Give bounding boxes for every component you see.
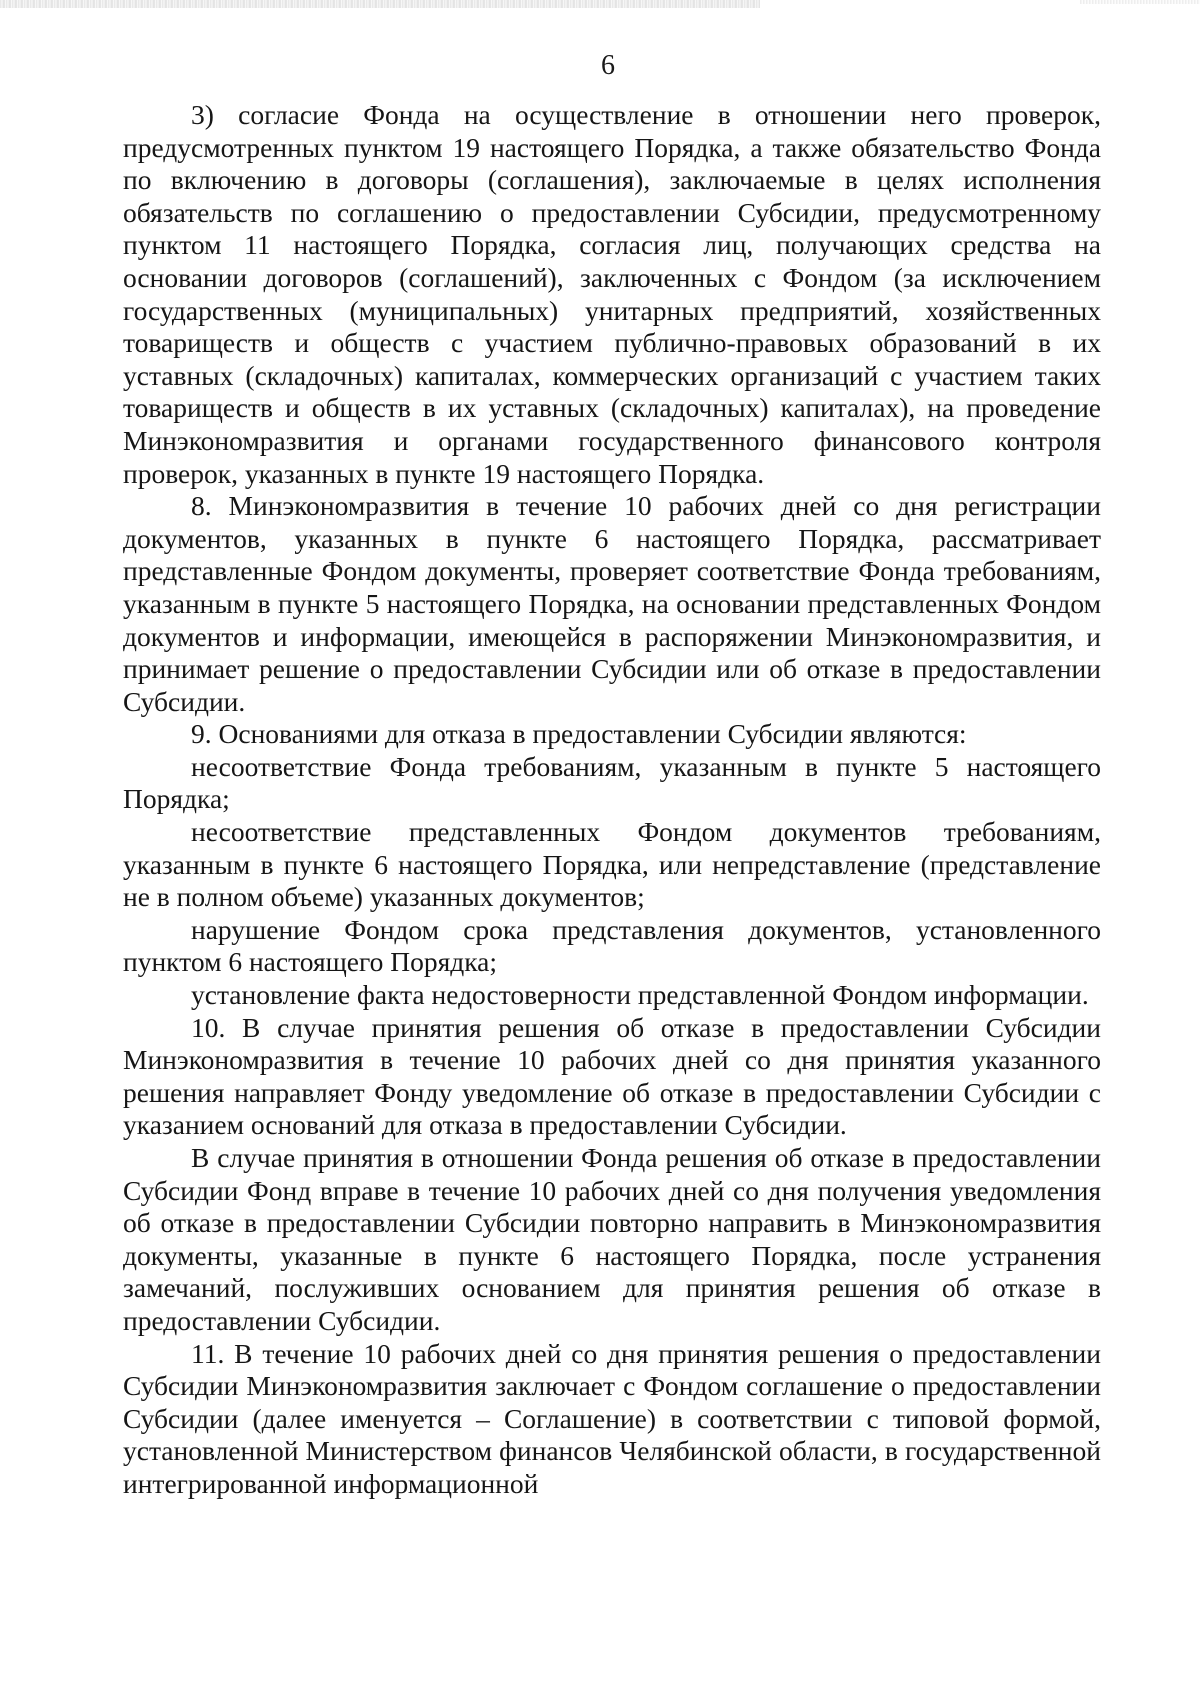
paragraph-clause-10-resubmission: В случае принятия в отношении Фонда решения об отказе в предоставлении Субсидии Фонд вправе в течение 10 рабочих дней со дня получения уведомления об отказе в предоставлении Субсидии повторно направить в Минэкономразвития документы, указанные в пункте 6 настоящего Порядка, после устранения замечаний, послуживших основанием для принятия решения об отказе в предоставлении Субсидии. bbox=[123, 1142, 1101, 1336]
paragraph-clause-8: 8. Минэкономразвития в течение 10 рабочих дней со дня регистрации документов, указанных в пункте 6 настоящего Порядка, рассматривает представленные Фондом документы, проверяет соответствие Фонда требованиям, указанным в пункте 5 настоящего Порядка, на основании представленных Фондом документов и информации, имеющейся в распоряжении Минэкономразвития, и принимает решение о предоставлении Субсидии или об отказе в предоставлении Субсидии. bbox=[123, 490, 1101, 717]
paragraph-clause-11: 11. В течение 10 рабочих дней со дня принятия решения о предоставлении Субсидии Минэкономразвития заключает с Фондом соглашение о предоставлении Субсидии (далее именуется – Соглашение) в соответствии с типовой формой, установленной Министерством финансов Челябинской области, в государственной интегрированной информационной bbox=[123, 1337, 1101, 1499]
paragraph-ground-4: установление факта недостоверности представленной Фондом информации. bbox=[191, 979, 1089, 1011]
document-body bbox=[123, 99, 1101, 1501]
paragraph-clause-10: 10. В случае принятия решения об отказе в предоставлении Субсидии Минэкономразвития в течение 10 рабочих дней со дня принятия указанного решения направляет Фонду уведомление об отказе в предоставлении Субсидии с указанием оснований для отказа в предоставлении Субсидии. bbox=[123, 1011, 1101, 1141]
paragraph-item-3-consent: 3) согласие Фонда на осуществление в отношении него проверок, предусмотренных пунктом 19 настоящего Порядка, а также обязательство Фонда по включению в договоры (соглашения), заключаемые в целях исполнения обязательств по соглашению о предоставлении Субсидии, предусмотренному пунктом 11 настоящего Порядка, согласия лиц, получающих средства на основании договоров (соглашений), заключенных с Фондом (за исключением государственных (муниципальных) унитарных предприятий, хозяйственных товариществ и обществ с участием публично-правовых образований в их уставных (складочных) капиталах, коммерческих организаций с участием таких товариществ и обществ в их уставных (складочных) капиталах), на проведение Минэкономразвития и органами государственного финансового контроля проверок, указанных в пункте 19 настоящего Порядка. bbox=[123, 99, 1101, 489]
page-number: 6 bbox=[601, 50, 615, 81]
paragraph-ground-2: несоответствие представленных Фондом документов требованиям, указанным в пункте 6 настоящего Порядка, или непредставление (представление не в полном объеме) указанных документов; bbox=[123, 816, 1101, 913]
scan-edge-artifact bbox=[0, 0, 760, 8]
paragraph-clause-9: 9. Основаниями для отказа в предоставлении Субсидии являются: bbox=[191, 718, 967, 750]
paragraph-ground-3: нарушение Фондом срока представления документов, установленного пунктом 6 настоящего Порядка; bbox=[123, 913, 1101, 978]
paragraph-ground-1: несоответствие Фонда требованиям, указанным в пункте 5 настоящего Порядка; bbox=[123, 750, 1101, 815]
scan-edge-artifact-right bbox=[1080, 0, 1200, 4]
